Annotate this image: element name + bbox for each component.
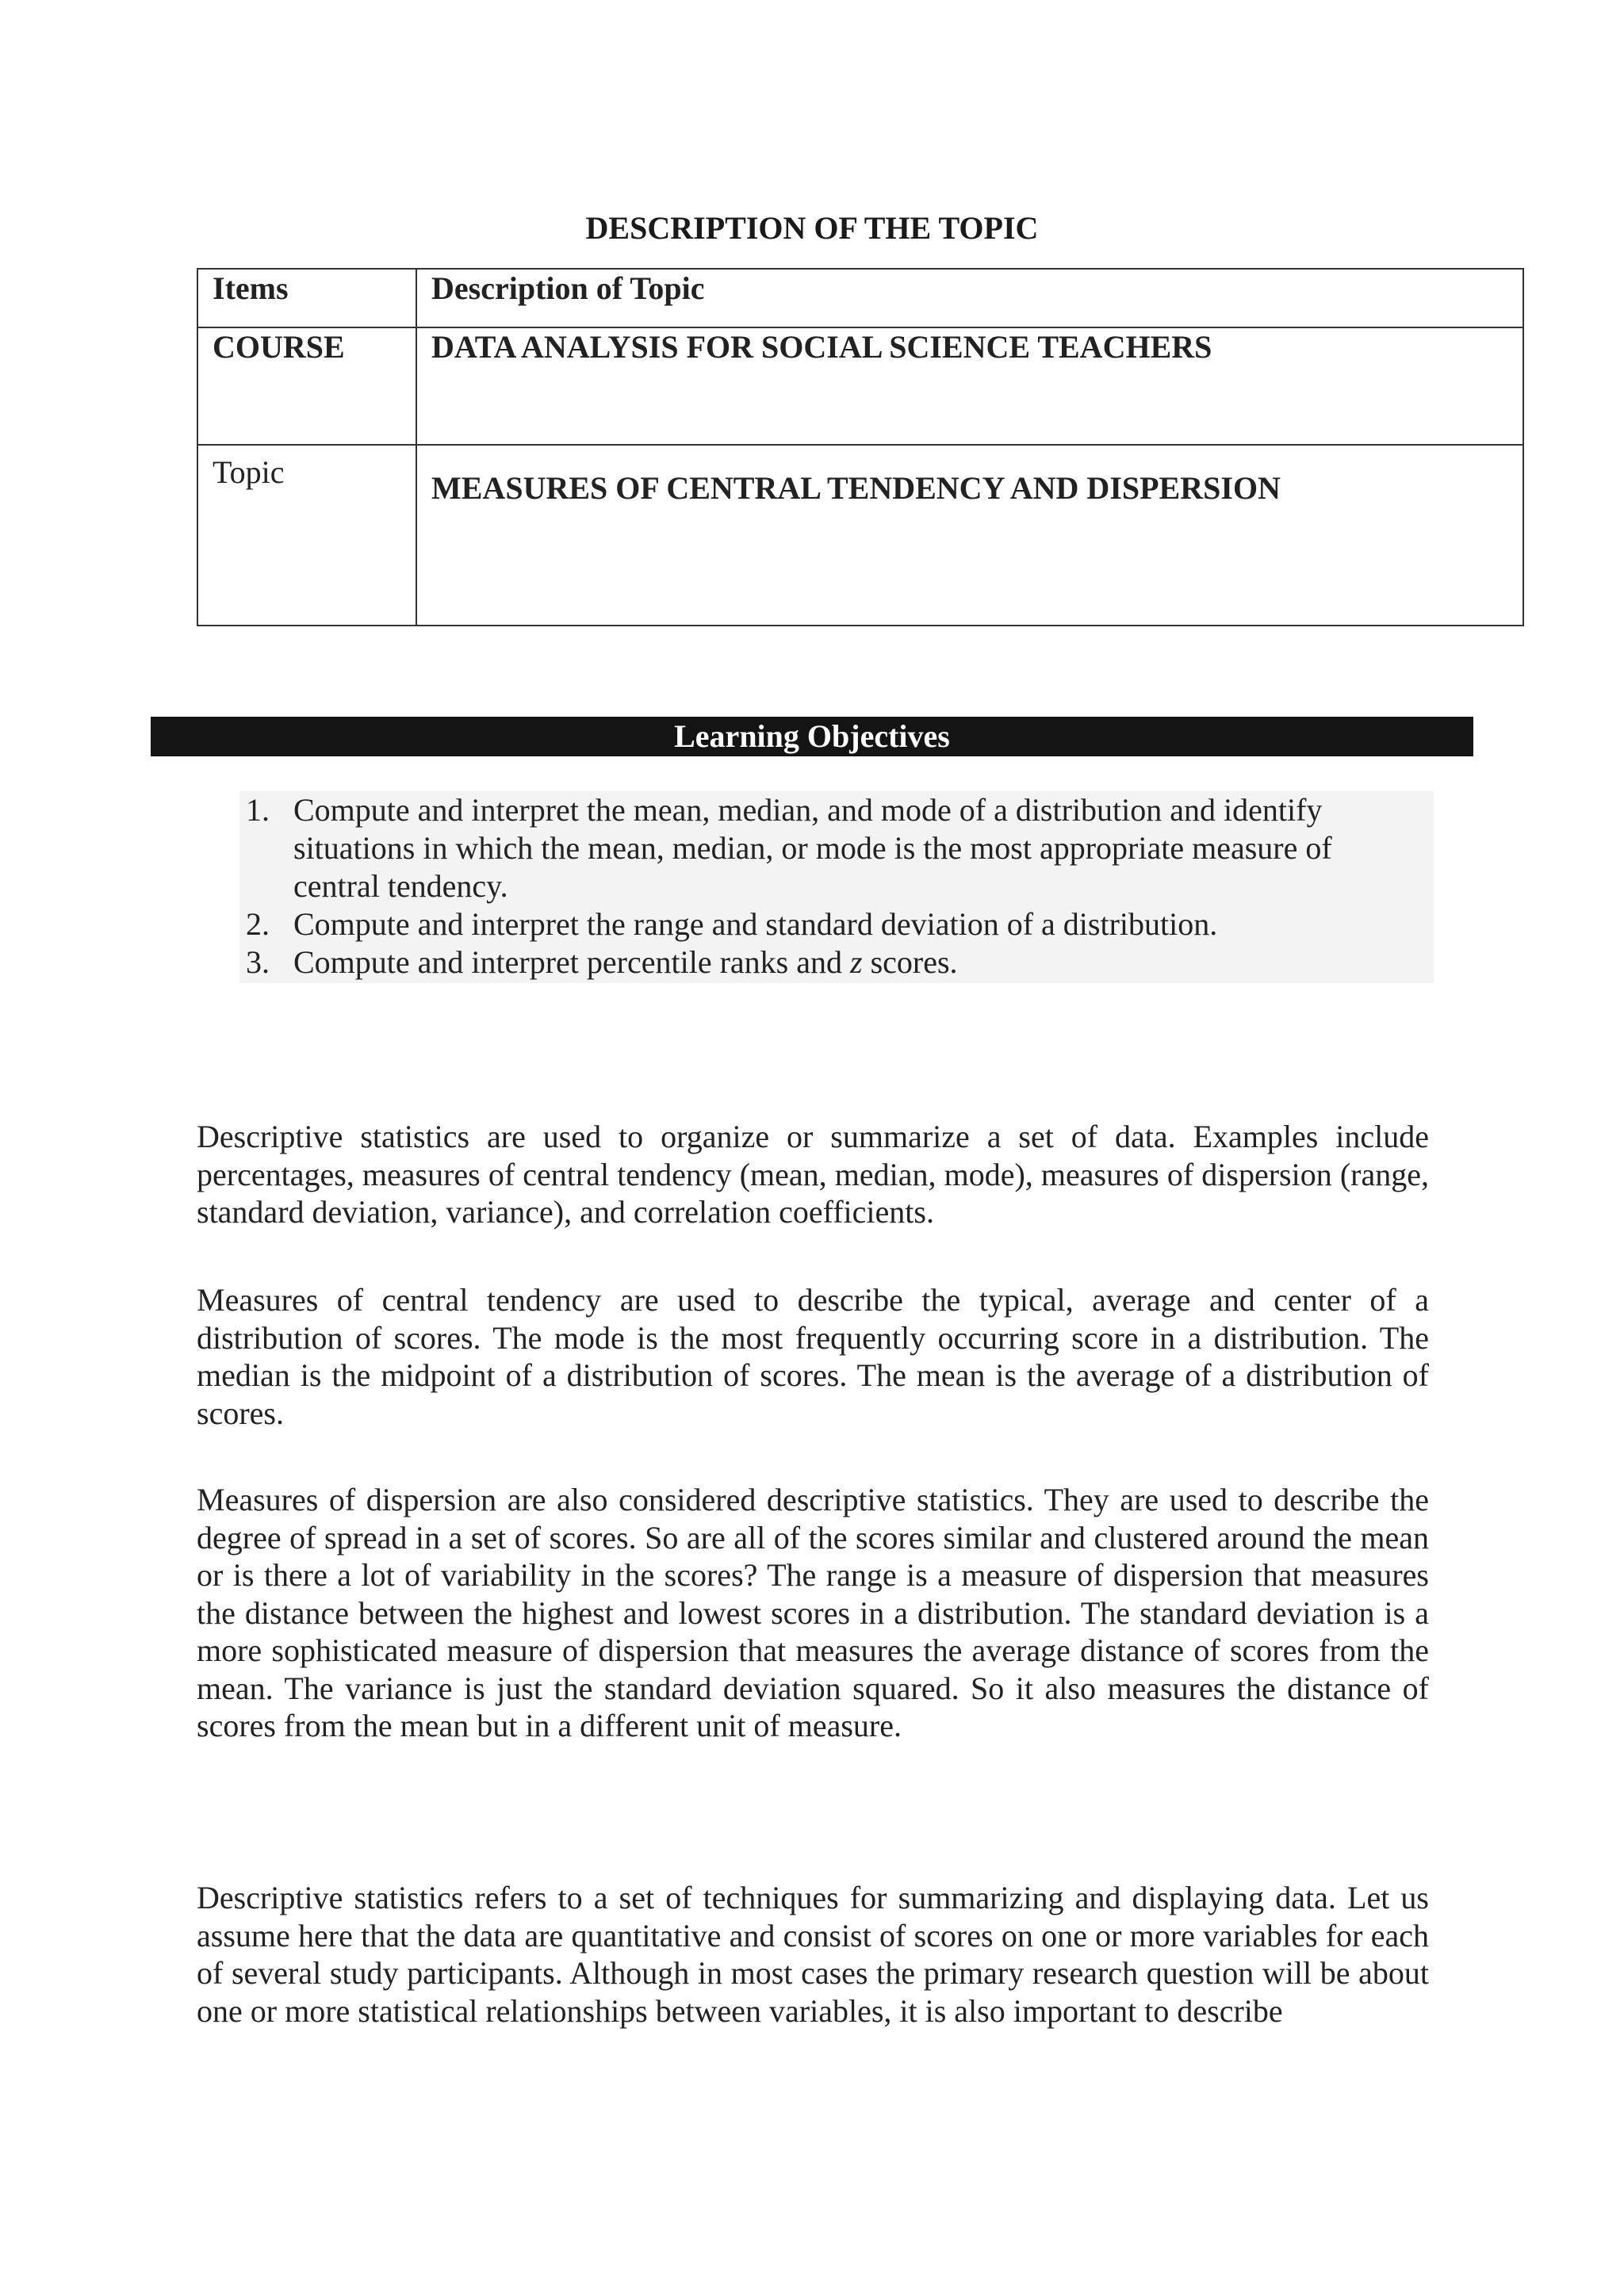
body-paragraph: Measures of dispersion are also considered descriptive statistics. They are used to describe the degree of spread in a set of scores. So are all of the scores similar and clustered around the mean or is there a lot of variability in the scores? The range is a measure of dispersion that measures the distance between the highest and lowest scores in a distribution. The standard deviation is a more sophisticated measure of dispersion that measures the average distance of scores from the mean. The variance is just the standard deviation squared. So it also measures the distance of scores from the mean but in a different unit of measure. (197, 1482, 1429, 1743)
table-row-course (197, 327, 1523, 445)
objective-text: Compute and interpret the mean, median, and mode of a distribution and identify situations in which the mean, median, or mode is the most appropriate measure of central tendency. (293, 792, 1332, 904)
course-value: DATA ANALYSIS FOR SOCIAL SCIENCE TEACHERS (416, 327, 1523, 445)
body-paragraph: Descriptive statistics refers to a set of techniques for summarizing and displaying data. Let us assume here that the data are quantitative and consist of scores on one or more variables for each of several study participants. Although in most cases the primary research question will be about one or more statistical relationships between variables, it is also important to describe (197, 1880, 1429, 2029)
table-header-items: Items (197, 269, 416, 327)
objective-item (239, 905, 1405, 943)
topic-label: Topic (197, 445, 416, 626)
topic-value: MEASURES OF CENTRAL TENDENCY AND DISPERSION (416, 445, 1523, 626)
objective-text-italic: z (849, 944, 863, 980)
table-header-row (197, 269, 1523, 327)
table-header-description: Description of Topic (416, 269, 1523, 327)
body-paragraph: Measures of central tendency are used to describe the typical, average and center of a distribution of scores. The mode is the most frequently occurring score in a distribution. The median is the midpoint of a distribution of scores. The mean is the average of a distribution of scores. (197, 1282, 1429, 1431)
objective-text: Compute and interpret the range and standard deviation of a distribution. (293, 906, 1218, 942)
body-paragraph: Descriptive statistics are used to organize or summarize a set of data. Examples include percentages, measures of central tendency (mean, median, mode), measures of dispersion (range, standard deviation, variance), and correlation coefficients. (197, 1119, 1429, 1230)
objective-item (239, 791, 1405, 905)
table-row-topic (197, 445, 1523, 626)
objective-text (293, 944, 958, 980)
objective-text-end: scores. (862, 944, 958, 980)
objective-number: 1. (246, 792, 270, 828)
objective-text-start: Compute and interpret percentile ranks and (293, 944, 850, 980)
course-label: COURSE (197, 327, 416, 445)
topic-description-table (197, 268, 1524, 626)
objective-item (239, 943, 1405, 982)
learning-objectives-heading: Learning Objectives (151, 717, 1473, 756)
page-title: DESCRIPTION OF THE TOPIC (585, 210, 1039, 246)
objective-number: 2. (246, 906, 270, 942)
learning-objectives-list (239, 791, 1405, 982)
objective-number: 3. (246, 944, 270, 980)
